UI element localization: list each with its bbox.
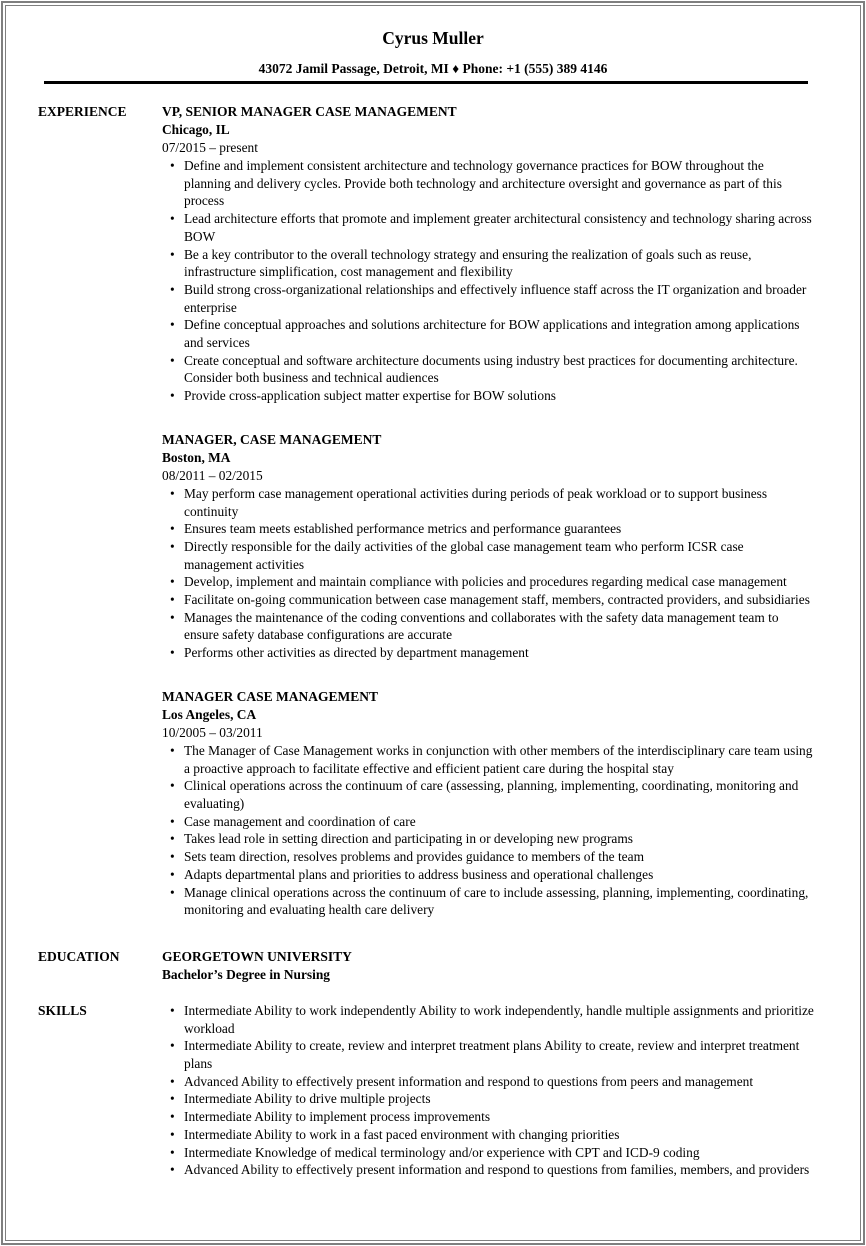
skill-item: • Intermediate Ability to create, review and interpret treatment plans Ability to create, review and interpret treatment plans	[162, 1037, 814, 1072]
job-entry	[162, 103, 814, 405]
bullet-item: • Clinical operations across the continuum of care (assessing, planning, implementing, coordinating, monitoring and evaluating)	[162, 777, 814, 812]
bullet-item: • Create conceptual and software architecture documents using industry best practices for documenting architecture. Consider both business and technical audiences	[162, 352, 814, 387]
skill-item: • Intermediate Knowledge of medical terminology and/or experience with CPT and ICD-9 coding	[162, 1144, 814, 1162]
bullet-item: • Define and implement consistent architecture and technology governance practices for BOW throughout the planning and delivery cycles. Provide both technology and architecture oversight and governance as part of this process	[162, 157, 814, 210]
job-bullet-list	[162, 742, 814, 919]
skill-item: • Advanced Ability to effectively present information and respond to questions from peers and management	[162, 1073, 814, 1091]
bullet-item: • The Manager of Case Management works in conjunction with other members of the interdisciplinary care team using a proactive approach to facilitate effective and efficient patient care during the hospital stay	[162, 742, 814, 777]
bullet-item: • Case management and coordination of care	[162, 813, 814, 831]
job-title: MANAGER CASE MANAGEMENT	[162, 688, 378, 704]
degree-name: Bachelor’s Degree in Nursing	[162, 966, 330, 982]
job-dates: 10/2005 – 03/2011	[162, 724, 263, 740]
bullet-item: • Facilitate on-going communication between case management staff, members, contracted providers, and subsidiaries	[162, 591, 814, 609]
job-entry	[162, 431, 814, 662]
section-label-education: EDUCATION	[38, 948, 120, 964]
bullet-item: • Ensures team meets established performance metrics and performance guarantees	[162, 520, 814, 538]
bullet-item: • Adapts departmental plans and priorities to address business and operational challenges	[162, 866, 814, 884]
bullet-item: • Manage clinical operations across the continuum of care to include assessing, planning, implementing, coordinating, monitoring and evaluating health care delivery	[162, 884, 814, 919]
bullet-item: • Provide cross-application subject matter expertise for BOW solutions	[162, 387, 814, 405]
skill-item: • Advanced Ability to effectively present information and respond to questions from families, members, and providers	[162, 1161, 814, 1179]
job-bullet-list	[162, 485, 814, 662]
bullet-item: • Takes lead role in setting direction and participating in or developing new programs	[162, 830, 814, 848]
skill-item: • Intermediate Ability to drive multiple projects	[162, 1090, 814, 1108]
bullet-item: • Be a key contributor to the overall technology strategy and ensuring the realization of goals such as reuse, infrastructure simplification, cost management and flexibility	[162, 246, 814, 281]
job-bullet-list	[162, 157, 814, 405]
bullet-item: • Directly responsible for the daily activities of the global case management team who perform ICSR case management activities	[162, 538, 814, 573]
job-location: Chicago, IL	[162, 122, 230, 137]
experience-section	[6, 103, 860, 919]
experience-jobs	[162, 103, 814, 919]
job-dates: 07/2015 – present	[162, 140, 258, 155]
section-label-experience: EXPERIENCE	[38, 104, 127, 119]
resume-page	[5, 5, 861, 1241]
school-name: GEORGETOWN UNIVERSITY	[162, 948, 352, 964]
header-divider	[44, 81, 808, 84]
bullet-item: • Build strong cross-organizational relationships and effectively influence staff across the IT organization and broader enterprise	[162, 281, 814, 316]
bullet-item: • Develop, implement and maintain compliance with policies and procedures regarding medical case management	[162, 573, 814, 591]
skill-item: • Intermediate Ability to implement process improvements	[162, 1108, 814, 1126]
job-location: Los Angeles, CA	[162, 706, 257, 722]
bullet-item: • Manages the maintenance of the coding conventions and collaborates with the safety data management team to ensure safety database configurations are accurate	[162, 609, 814, 644]
section-label-skills: SKILLS	[38, 1002, 87, 1018]
person-name: Cyrus Muller	[382, 28, 484, 48]
job-dates: 08/2011 – 02/2015	[162, 467, 263, 483]
bullet-item: • May perform case management operational activities during periods of peak workload or to support business continuity	[162, 485, 814, 520]
education-content	[162, 948, 814, 984]
job-entry	[162, 688, 814, 919]
bullet-item: • Lead architecture efforts that promote and implement greater architectural consistency and technology sharing across BOW	[162, 210, 814, 245]
bullet-item: • Sets team direction, resolves problems and provides guidance to members of the team	[162, 848, 814, 866]
bullet-item: • Performs other activities as directed by department management	[162, 644, 814, 662]
bullet-item: • Define conceptual approaches and solutions architecture for BOW applications and integration among applications and services	[162, 316, 814, 351]
skills-section	[6, 1002, 860, 1179]
skills-list	[162, 1002, 814, 1179]
job-location: Boston, MA	[162, 449, 231, 465]
education-section	[6, 948, 860, 984]
skill-item: • Intermediate Ability to work independently Ability to work independently, handle multiple assignments and prioritize workload	[162, 1002, 814, 1037]
job-title: MANAGER, CASE MANAGEMENT	[162, 431, 382, 447]
skill-item: • Intermediate Ability to work in a fast paced environment with changing priorities	[162, 1126, 814, 1144]
skills-content	[162, 1002, 814, 1179]
job-title: VP, SENIOR MANAGER CASE MANAGEMENT	[162, 104, 457, 119]
page-frame-outer	[1, 1, 865, 1245]
contact-line: 43072 Jamil Passage, Detroit, MI ♦ Phone: +1 (555) 389 4146	[258, 61, 608, 76]
